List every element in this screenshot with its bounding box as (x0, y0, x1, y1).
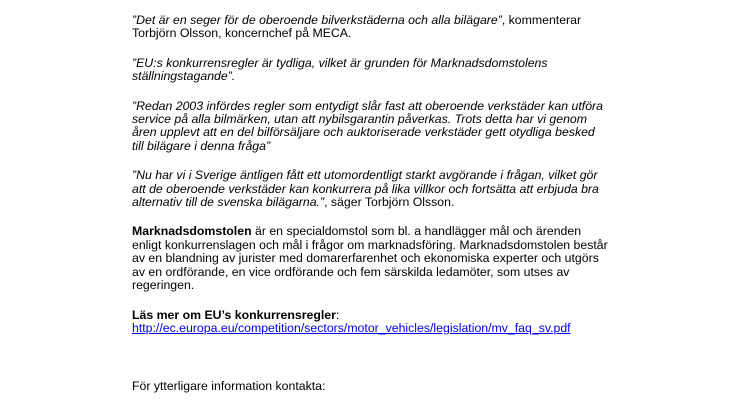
quote-paragraph-3 (132, 100, 602, 154)
market-court-line-5: regeringen. (132, 278, 195, 293)
quote-paragraph-2 (132, 57, 602, 84)
quote4-line-1: ”Nu har vi i Sverige äntligen fått ett utomordentligt starkt avgörande i frågan, vilket gör (132, 168, 598, 183)
quote1-line-2: Torbjörn Olsson, koncernchef på MECA. (132, 26, 352, 41)
read-more-colon: : (335, 307, 340, 322)
market-court-line-4: av en ordförande, en vice ordförande och fem särskilda ledamöter, som utses av (132, 264, 570, 279)
quote4-line-3 (132, 196, 602, 209)
document-body (132, 13, 608, 394)
quote2-line-1: ”EU:s konkurrensregler är tydliga, vilket är grunden för Marknadsdomstolens (132, 55, 548, 70)
quote1-line-1 (132, 14, 602, 27)
quote2-line-2: ställningstagande”. (132, 69, 236, 84)
quote1-attribution: , kommenterar (501, 13, 582, 27)
quote4-line-2: att de oberoende verkstäder kan konkurrera på lika villkor och fortsätta att erbjuda bra (132, 181, 599, 196)
quote-paragraph-1 (132, 14, 602, 41)
quote1-italic: ”Det är en seger för de oberoende bilverkstäderna och alla bilägare” (132, 13, 502, 27)
market-court-line-1 (132, 225, 602, 238)
contact-section (132, 380, 602, 393)
read-more-section (132, 309, 602, 336)
read-more-heading: Läs mer om EU’s konkurrensregler (132, 307, 336, 322)
market-court-line-3: av en blandning av jurister med domarerfarenhet och ekonomiska experter och utgörs (132, 251, 599, 266)
quote3-line-1: ”Redan 2003 infördes regler som entydigt slår fast att oberoende verkstäder kan utföra (132, 98, 603, 113)
quote3-line-4: till bilägare i denna fråga” (132, 138, 271, 153)
quote3-line-3: åren upplevt att en del bilförsäljare och auktoriserade verkstäder gett otydliga besked (132, 125, 595, 140)
contact-text: För ytterligare information kontakta: (132, 379, 326, 394)
market-court-paragraph (132, 224, 608, 293)
market-court-term: Marknadsdomstolen (132, 224, 252, 239)
market-court-line-1-rest: är en specialdomstol som bl. a handlägger mål och ärenden (251, 224, 582, 239)
eu-competition-rules-link[interactable]: http://ec.europa.eu/competition/sectors/motor_vehicles/legislation/mv_faq_sv.pdf (132, 320, 571, 335)
read-more-link-line (132, 322, 602, 335)
quote3-line-2: service på alla bilmärken, utan att nybilsgarantin påverkas. Trots detta har vi genom (132, 112, 587, 127)
quote-paragraph-4 (132, 169, 602, 209)
quote4-attribution: , säger Torbjörn Olsson. (324, 195, 455, 210)
read-more-heading-line (132, 309, 602, 322)
market-court-line-2: enligt konkurrenslagen och mål i frågor om marknadsföring. Marknadsdomstolen består (132, 237, 608, 252)
quote4-line-3-italic: alternativ till de svenska bilägarna.” (132, 195, 325, 210)
